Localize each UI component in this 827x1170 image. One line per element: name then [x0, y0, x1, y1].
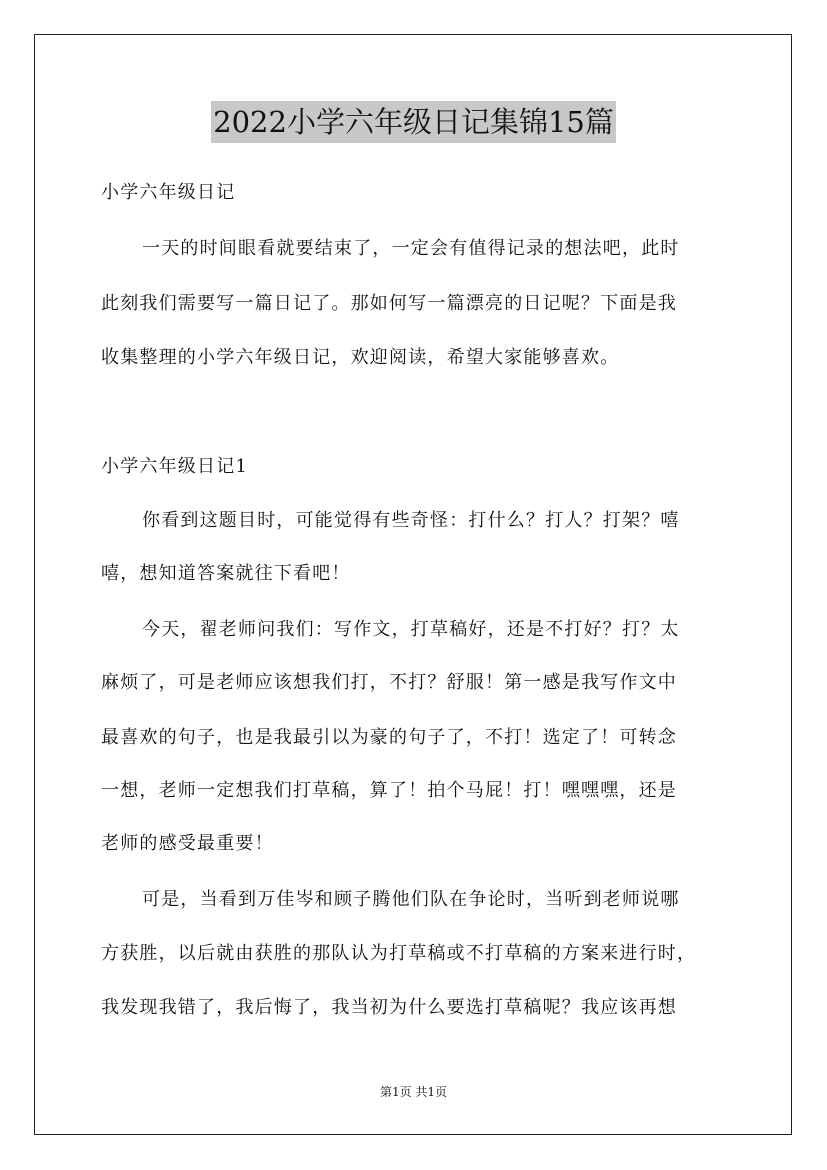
intro-line-3: 收集整理的小学六年级日记，欢迎阅读，希望大家能够喜欢。	[101, 347, 620, 368]
paragraph1-line-1: 你看到这题目时，可能觉得有些奇怪：打什么？打人？打架？嘻	[142, 510, 680, 531]
paragraph2-line-4: 一想，老师一定想我们打草稿，算了！拍个马屁！打！嘿嘿嘿，还是	[101, 780, 677, 801]
page-number-footer: 第1页 共1页	[379, 1085, 448, 1099]
paragraph3-line-3: 我发现我错了，我后悔了，我当初为什么要选打草稿呢？我应该再想	[101, 997, 677, 1018]
paragraph1-line-2: 嘻，想知道答案就往下看吧！	[101, 563, 351, 584]
intro-line-2: 此刻我们需要写一篇日记了。那如何写一篇漂亮的日记呢？下面是我	[101, 293, 677, 314]
document-title	[0, 100, 827, 143]
paragraph3-line-2: 方获胜，以后就由获胜的那队认为打草稿或不打草稿的方案来进行时，	[101, 943, 697, 964]
paragraph2-line-5: 老师的感受最重要！	[101, 833, 274, 854]
section-heading: 小学六年级日记1	[101, 456, 249, 477]
intro-heading: 小学六年级日记	[101, 182, 236, 203]
paragraph2-line-1: 今天，翟老师问我们：写作文，打草稿好，还是不打好？打？太	[142, 619, 680, 640]
document-title-text: 2022小学六年级日记集锦15篇	[211, 101, 616, 143]
intro-line-1: 一天的时间眼看就要结束了，一定会有值得记录的想法吧，此时	[142, 238, 680, 259]
paragraph2-line-2: 麻烦了，可是老师应该想我们打，不打？舒服！第一感是我写作文中	[101, 672, 677, 693]
paragraph2-line-3: 最喜欢的句子，也是我最引以为豪的句子了，不打！选定了！可转念	[101, 727, 677, 748]
paragraph3-line-1: 可是，当看到万佳岑和顾子腾他们队在争论时，当听到老师说哪	[142, 889, 680, 910]
